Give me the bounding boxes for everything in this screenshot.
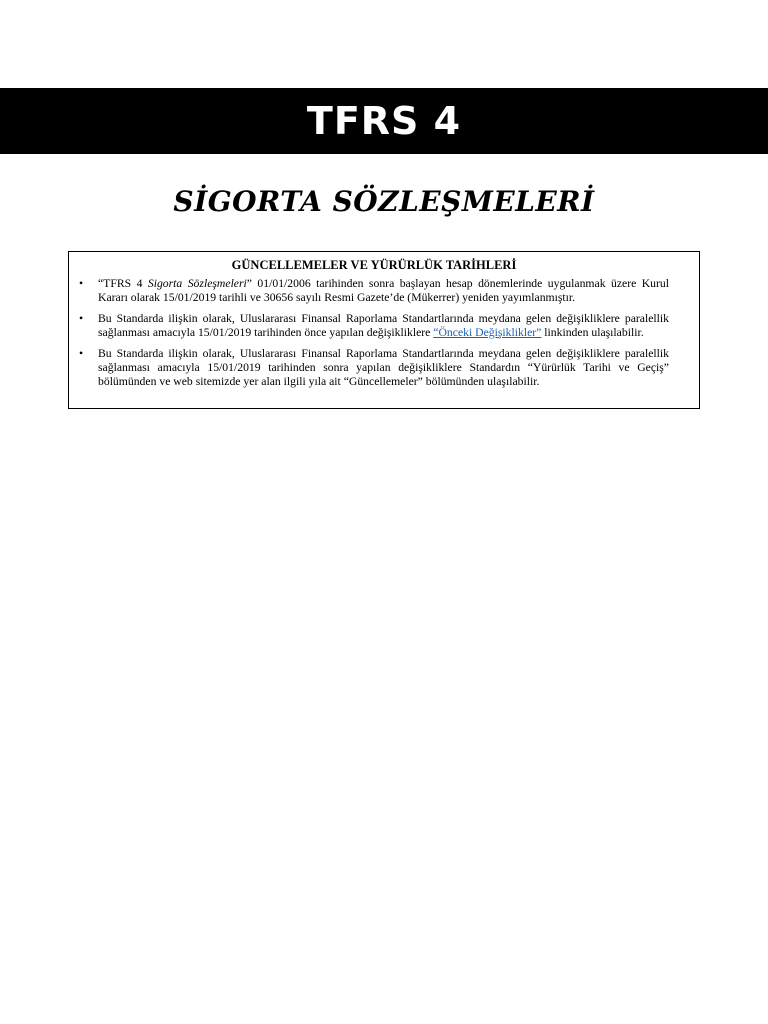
bullet-icon: •	[79, 347, 84, 360]
item-text: linkinden ulaşılabilir.	[541, 326, 644, 339]
list-item	[79, 347, 669, 389]
item-text: ” 01/01/2006 tarihinden sonra başlayan hesap dönemlerinde uygulanmak üzere Kurul Kararı olarak 15/01/2019 tarihli ve 30656 sayılı Resmi Gazete’de (Mükerrer) yeniden yayımlanmıştır.	[98, 277, 669, 304]
title-banner	[0, 88, 768, 154]
item-text: Bu Standarda ilişkin olarak, Uluslararası Finansal Raporlama Standartlarında meydana gelen değişikliklere paralellik sağlanması amacıyla 15/01/2019 tarihinden önce yapılan değişikliklere	[98, 312, 669, 339]
bullet-icon: •	[79, 277, 84, 290]
list-item	[79, 312, 669, 340]
document-subtitle: SİGORTA SÖZLEŞMELERİ	[173, 185, 595, 218]
list-item	[79, 277, 669, 305]
item-text: “TFRS 4	[98, 277, 148, 290]
updates-list	[79, 277, 669, 389]
item-italic-text: Sigorta Sözleşmeleri	[147, 277, 247, 290]
previous-changes-link[interactable]: “Önceki Değişiklikler”	[433, 326, 542, 339]
item-text: Bu Standarda ilişkin olarak, Uluslararası Finansal Raporlama Standartlarında meydana gelen değişikliklere paralellik sağlanması amacıyla 15/01/2019 tarihinden sonra yapılan değişikliklere Standardın “Yürürlük Tarihi ve Geçiş” bölümünden ve web sitemizde yer alan ilgili yıla ait “Güncellemeler” bölümünden ulaşılabilir.	[98, 347, 669, 388]
updates-box	[68, 251, 700, 409]
bullet-icon: •	[79, 312, 84, 325]
document-title: TFRS 4	[306, 99, 462, 143]
updates-heading: GÜNCELLEMELER VE YÜRÜRLÜK TARİHLERİ	[231, 258, 517, 272]
